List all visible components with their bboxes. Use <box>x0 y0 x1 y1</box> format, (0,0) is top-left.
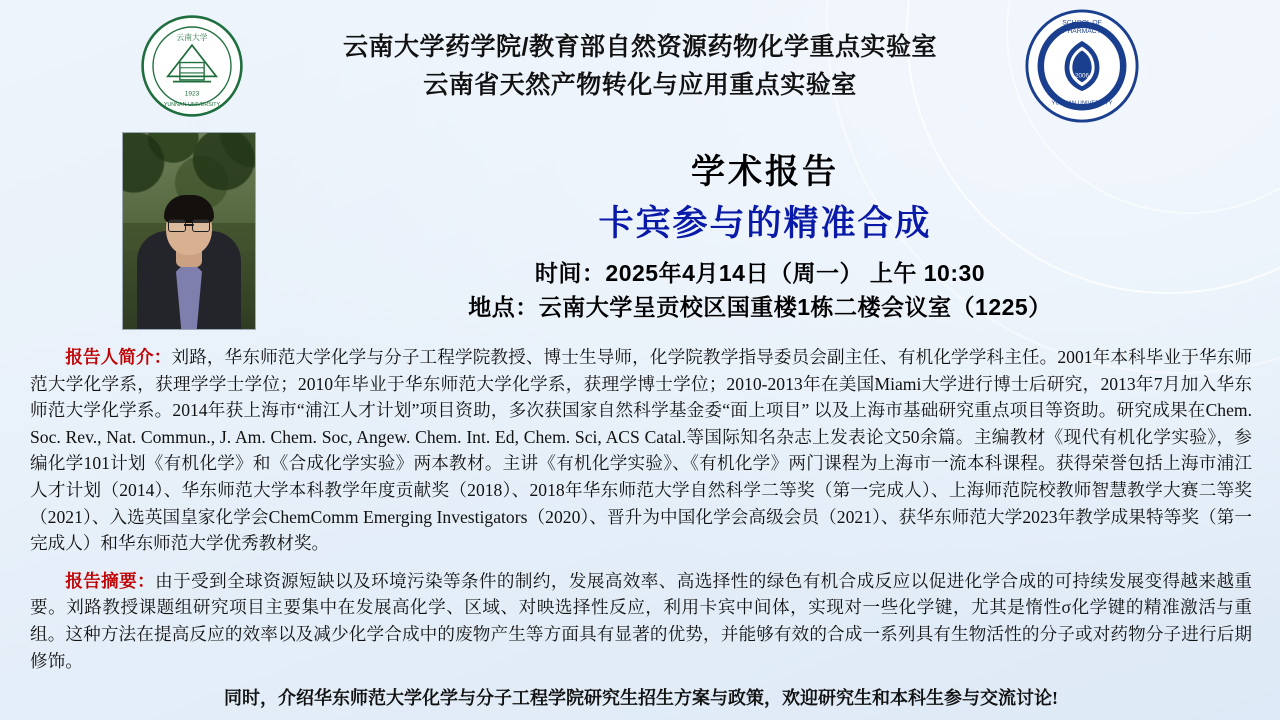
org-line-1: 云南大学药学院/教育部自然资源药物化学重点实验室 <box>343 33 937 61</box>
abstract-label: 报告摘要： <box>65 570 156 591</box>
svg-text:YUNNAN UNIVERSITY: YUNNAN UNIVERSITY <box>163 101 221 108</box>
talk-time-row <box>270 256 1250 290</box>
abstract-paragraph <box>30 568 1252 674</box>
talk-time-label: 时间： <box>534 260 606 286</box>
talk-place-value: 云南大学呈贡校区国重楼1栋二楼会议室（1225） <box>538 294 1052 320</box>
speaker-bio-text: 刘路，华东师范大学化学与分子工程学院教授、博士生导师，化学院教学指导委员会副主任、有机化学学科主任。2001年本科毕业于华东师范大学化学系，获理学学士学位；2010年毕业于华东师范大学化学系，获理学博士学位；2010-2013年在美国Miami大学进行博士后研究，2013年7月加入华东师范大学化学系。2014年获上海市“浦江人才计划”项目资助，多次获国家自然科学基金委“面上项目” 以及上海市基础研究重点项目等资助。研究成果在Chem. Soc. Rev., Nat. Commun., J. Am. Chem. Soc, Angew. Chem. Int. Ed, Chem. Sci, ACS Catal.等国际知名杂志上发表论文50余篇。主编教材《现代有机化学实验》，参编化学101计划《有机化学》和《合成化学实验》两本教材。主讲《有机化学实验》、《有机化学》两门课程为上海市一流本科课程。获得荣誉包括上海市浦江人才计划（2014）、华东师范大学本科教学年度贡献奖（2018）、2018年华东师范大学自然科学二等奖（第一完成人）、上海师范院校教师智慧教学大赛二等奖（2021）、入选英国皇家化学会ChemComm Emerging Investigators（2020）、晋升为中国化学会高级会员（2021）、获华东师范大学2023年教学成果特等奖（第一完成人）和华东师范大学优秀教材奖。 <box>30 347 1252 554</box>
talk-time-value: 2025年4月14日（周一） 上午 10:30 <box>605 260 986 286</box>
photo-person-glasses <box>168 219 210 231</box>
speaker-bio-label: 报告人简介： <box>65 347 172 367</box>
closing-note: 同时，介绍华东师范大学化学与分子工程学院研究生招生方案与政策，欢迎研究生和本科生参与交流讨论! <box>224 688 1058 709</box>
school-of-pharmacy-seal-icon <box>1024 8 1140 124</box>
abstract-text: 由于受到全球资源短缺以及环境污染等条件的制约，发展高效率、高选择性的绿色有机合成反应以促进化学合成的可持续发展变得越来越重要。刘路教授课题组研究项目主要集中在发展高化学、区域、对映选择性反应，利用卡宾中间体，实现对一些化学键，尤其是惰性σ化学键的精准激活与重组。这种方法在提高反应的效率以及减少化学合成中的废物产生等方面具有显著的优势，并能够有效的合成一系列具有生物活性的分子或对药物分子进行后期修饰。 <box>30 570 1252 671</box>
talk-subject-title: 卡宾参与的精准合成 <box>598 204 932 243</box>
org-line-2: 云南省天然产物转化与应用重点实验室 <box>423 71 857 99</box>
svg-text:YUNNAN UNIVERSITY: YUNNAN UNIVERSITY <box>1051 100 1113 107</box>
svg-text:2006: 2006 <box>1075 72 1089 80</box>
talk-place-label: 地点： <box>468 294 539 320</box>
talk-meta <box>270 256 1250 324</box>
svg-text:PHARMACY: PHARMACY <box>1062 28 1102 36</box>
poster-body <box>30 344 1252 712</box>
svg-text:SCHOOL OF: SCHOOL OF <box>1062 19 1102 27</box>
svg-text:云南大学: 云南大学 <box>176 33 208 42</box>
talk-type-title: 学术报告 <box>691 153 839 191</box>
speaker-bio-paragraph <box>30 344 1252 557</box>
poster-header <box>0 0 1280 120</box>
speaker-photo <box>122 132 256 330</box>
talk-place-row <box>270 290 1250 324</box>
svg-text:1923: 1923 <box>184 90 200 98</box>
